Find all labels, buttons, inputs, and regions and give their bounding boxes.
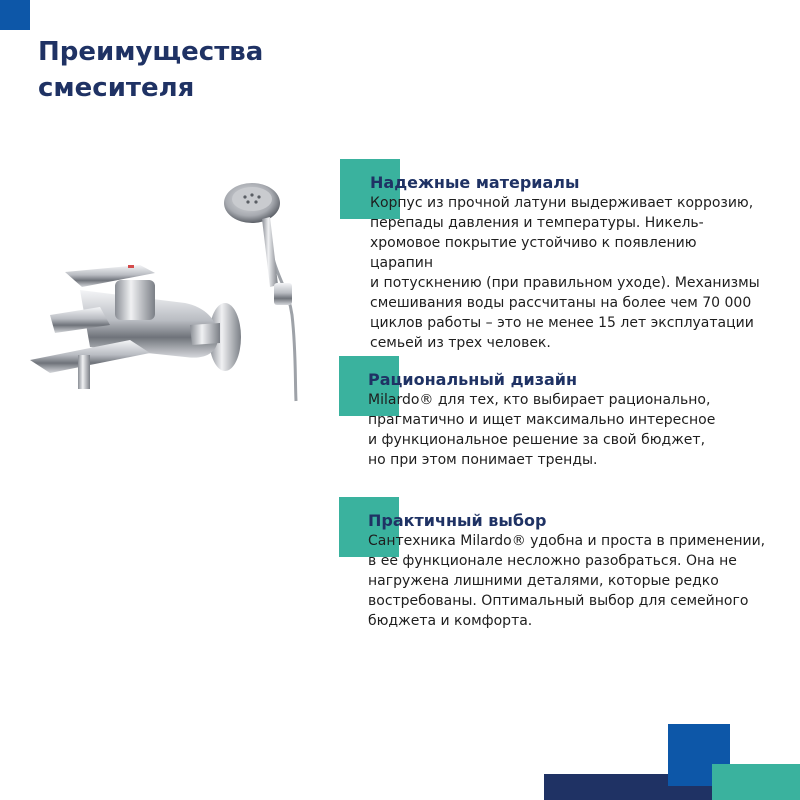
- feature-heading: Рациональный дизайн: [368, 370, 578, 389]
- feature-description: Сантехника Milardo® удобна и проста в применении, в ее функционале несложно разобраться. Она не нагружена лишними деталями, которые редко востребованы. Оптимальный выбор для семейного бюджета и комфорта.: [368, 533, 766, 629]
- decor-block-teal: [712, 764, 800, 800]
- corner-accent-square: [0, 0, 30, 30]
- mixer-faucet-image: [20, 175, 320, 410]
- feature-heading: Надежные материалы: [370, 173, 580, 192]
- feature-materials: [340, 159, 760, 353]
- feature-description: Milardo® для тех, кто выбирает рационально, прагматично и ищет максимально интересное и функциональное решение за свой бюджет, но при этом понимает тренды.: [368, 392, 716, 468]
- feature-choice: [339, 497, 769, 631]
- feature-description: Корпус из прочной латуни выдерживает коррозию, перепады давления и температуры. Никель- хромовое покрытие устойчиво к появлению царапин и потускнению (при правильном уходе). Механизмы смешивания воды рассчитаны на более чем 70 000 циклов работы – это не менее 15 лет эксплуатации семьей из трех человек.: [370, 195, 760, 351]
- feature-heading: Практичный выбор: [368, 511, 547, 530]
- page-title: Преимущества смесителя: [38, 37, 264, 103]
- feature-design: [339, 356, 759, 470]
